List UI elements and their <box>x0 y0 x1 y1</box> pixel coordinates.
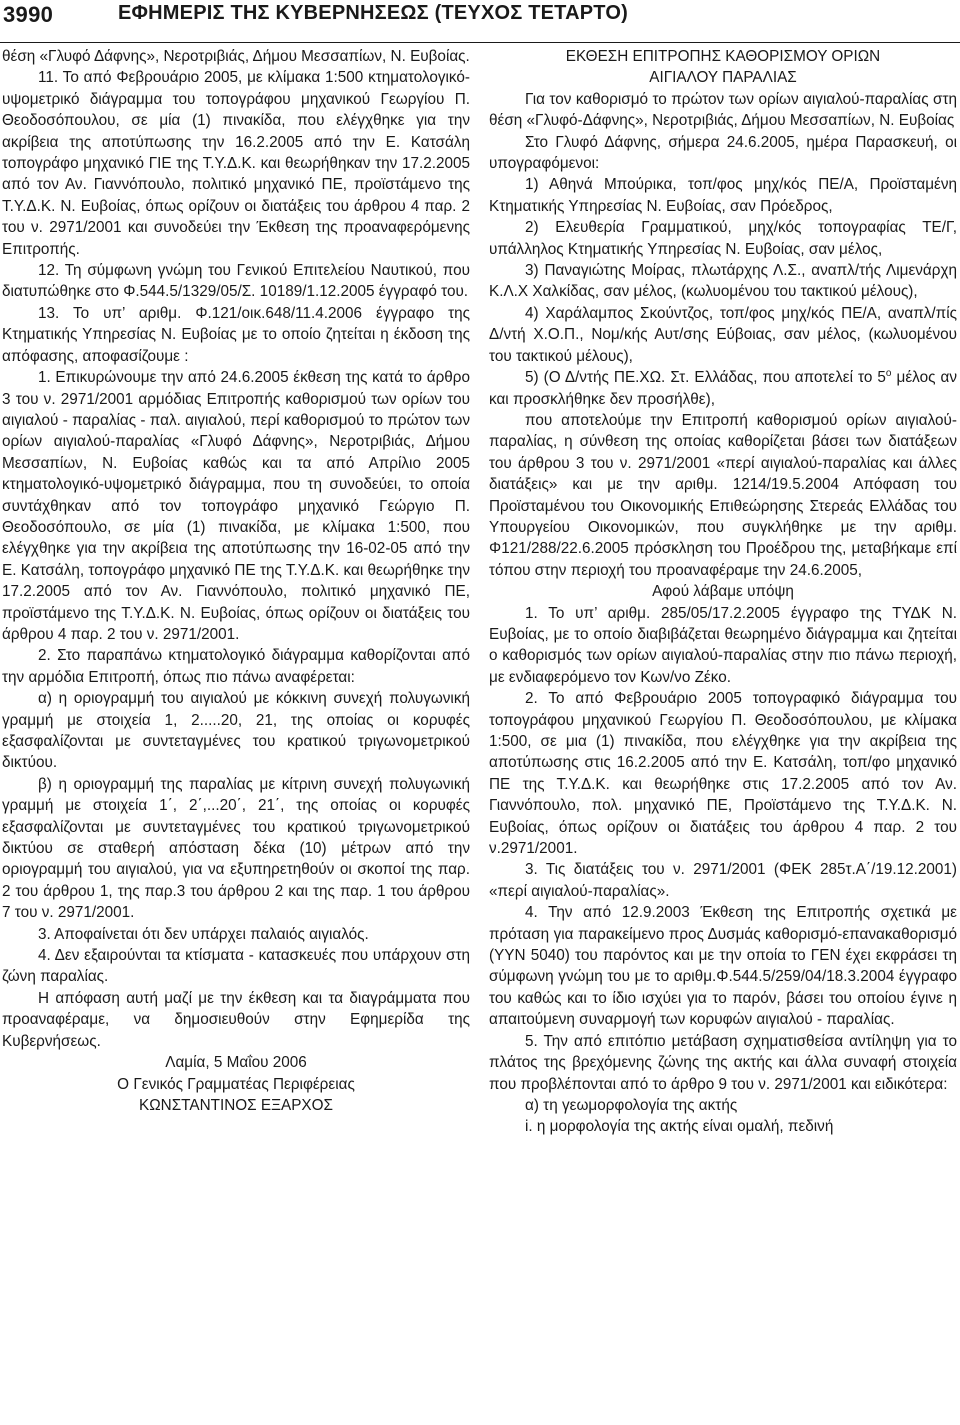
paragraph: 2. Στο παραπάνω κτηματολογικό διάγραμμα καθορίζονται από την αρμόδια Επιτροπή, όπως πιο πάνω αναφέρεται: <box>2 647 470 686</box>
paragraph: που αποτελούμε την Επιτροπή καθορισμού ορίων αιγιαλού-παραλίας, η σύνθεση της οποίας καθορίζεται βάσει των διατάξεων του άρθρου 3 του ν. 2971/2001 «περί αιγιαλού-παραλίας και άλλες διατάξεις» και με την αριθμ. 1214/19.5.2004 Απόφαση του Προϊσταμένου του Οικονομικής Επιθεώρησης Στερεάς Ελλάδας του Υπουργείου Οικονομικών, που συγκλήθηκε με την αριθμ. Φ121/288/22.6.2005 πρόσκληση του Προέδρου της, μεταβήκαμε επί τόπου στην περιοχή του προαναφέραμε την 24.6.2005, <box>489 411 957 579</box>
paragraph: 4. Την από 12.9.2003 Έκθεση της Επιτροπής σχετικά με πρόταση για παρακείμενο προς Δυσμάς καθορισμό-επανακαθορισμό (ΥΥΝ 5040) του παρόντος και με την οποία το ΓΕΝ έχει εκφράσει τη σύμφωνη γνώμη του με το αριθμ.Φ.544.5/259/04/18.3.2004 έγγραφο του καθώς και το ίδιο ισχύει για το παρόν, βάσει του οποίου έγινε η απαιτούμενη συναρμογή των κορυφών αιγιαλού - παραλίας. <box>489 904 957 1029</box>
paragraph: 13. Το υπ’ αριθμ. Φ.121/οικ.648/11.4.2006 έγγραφο της Κτηματικής Υπηρεσίας Ν. Ευβοίας με το οποίο ζητείται η έκδοση της απόφασης, αποφασίζουμε : <box>2 304 470 365</box>
report-body <box>489 89 957 1138</box>
paragraph: Η απόφαση αυτή μαζί με την έκθεση και τα διαγράμματα που προαναφέραμε, να δημοσιευθούν στην Εφημερίδα της Κυβερνήσεως. <box>2 989 470 1050</box>
paragraph: 4. Δεν εξαιρούνται τα κτίσματα - κατασκευές που υπάρχουν στη ζώνη παραλίας. <box>2 947 470 986</box>
paragraph: α) τη γεωμορφολογία της ακτής <box>525 1096 738 1114</box>
paragraph: 3. Αποφαίνεται ότι δεν υπάρχει παλαιός αιγιαλός. <box>38 925 369 943</box>
centered-line: Λαμία, 5 Μαΐου 2006 <box>165 1054 307 1072</box>
paragraph: 12. Τη σύμφωνη γνώμη του Γενικού Επιτελείου Ναυτικού, που διατυπώθηκε στο Φ.544.5/1329/05/Σ. 10189/1.12.2005 έγγραφό του. <box>2 262 470 301</box>
journal-title: ΕΦΗΜΕΡΙΣ ΤΗΣ ΚΥΒΕΡΝΗΣΕΩΣ (ΤΕΥΧΟΣ ΤΕΤΑΡΤΟ) <box>118 2 628 24</box>
paragraph: 1. Το υπ’ αριθμ. 285/05/17.2.2005 έγγραφο της ΤΥΔΚ Ν. Ευβοίας, με το οποίο διαβιβάζεται θεωρημένο διάγραμμα και ζητείται ο καθορισμός των ορίων αιγιαλού-παραλίας στην πιο πάνω περιοχή, με ενδιαφερόμενο τον Κων/νο Ζέκο. <box>489 604 957 686</box>
centered-line: Ο Γενικός Γραμματέας Περιφέρειας <box>117 1075 355 1093</box>
paragraph: Για τον καθορισμό το πρώτον των ορίων αιγιαλού-παραλίας στη θέση «Γλυφό-Δάφνης», Νεροτριβιάς, Δήμου Μεσσαπίων, Ν. Ευβοίας <box>489 90 957 130</box>
paragraph: 11. Το από Φεβρουάριο 2005, με κλίμακα 1:500 κτηματολογικό-υψομετρικό διάγραμμα του τοπογράφου μηχανικού Γεωργίου Π. Θεοδοσόπουλου, σε μία (1) πινακίδα, που ελέγχθηκε για την ακρίβεια της αποτύπωσης την 16.2.2005 από την Ε. Κατσάλη τοπογράφο μηχανικό ΓΙΕ της Τ.Υ.Δ.Κ. και θεωρήθηκαν την 17.2.2005 από τον Αν. Γιαννόπουλο, πολιτικό μηχανικό ΠΕ, προϊστάμενο της Τ.Υ.Δ.Κ. Ν. Ευβοίας, όπως ορίζουν οι διατάξεις του άρθρου 4 παρ. 2 του ν. 2971/2001 και συνοδεύει την Έκθεση της προαναφερόμενης Επιτροπής. <box>2 69 470 258</box>
paragraph: 2. Το από Φεβρουάριο 2005 τοπογραφικό διάγραμμα του τοπογράφου μηχανικού Γεωργίου Π. Θεοδοσόπουλου, με κλίμακα 1:500, σε μια (1) πινακίδα, που ελέγχθηκε για την ακρίβεια της αποτύπωσης στις 16.2.2005 από την Ε. Κατσάλη, τοπ/φο μηχανικό ΠΕ της Τ.Υ.Δ.Κ. και θεωρήθηκε στις 17.2.2005 από τον Αν. Γιαννόπουλο, πολ. μηχανικό ΠΕ, Προϊστάμενο της Τ.Υ.Δ.Κ. Ν. Ευβοίας, όπως ορίζουν οι διατάξεις του άρθρου 4 παρ. 2 του ν.2971/2001. <box>489 690 957 858</box>
right-column <box>489 46 957 1422</box>
paragraph: β) η οριογραμμή της παραλίας με κίτρινη συνεχή πολυγωνική γραμμή με στοιχεία 1΄, 2΄,...20΄, 21΄, της οποίας οι κορυφές εξασφαλίζονται με συντεταγμένες του κρατικού τριγωνομετρικού δικτύου σε σταθερή απόσταση δέκα (10) μέτρων από την οριογραμμή του αιγιαλού, για να εξυπηρετηθούν οι σκοποί της παρ. 2 του άρθρου 1, της παρ.3 του άρθρου 2 και της παρ. 1 του άρθρου 7 του ν. 2971/2001. <box>2 775 470 922</box>
paragraph: 4) Χαράλαμπος Σκούντζος, τοπ/φος μηχ/κός ΠΕ/Α, αναπλ/πίς Δ/ντή Χ.Ο.Π., Νομ/κής Αυτ/σης Εύβοιας, σαν μέλος, (κωλυομένου του τακτικού μέλους), <box>489 304 957 365</box>
left-column <box>2 46 470 1422</box>
paragraph: 3. Τις διατάξεις του ν. 2971/2001 (ΦΕΚ 285τ.Α΄/19.12.2001) «περί αιγιαλού-παραλίας». <box>489 861 957 900</box>
centered-line: ΚΩΝΣΤΑΝΤΙΝΟΣ ΕΞΑΡΧΟΣ <box>139 1096 333 1114</box>
paragraph: Στο Γλυφό Δάφνης, σήμερα 24.6.2005, ημέρα Παρασκευή, οι υπογραφόμενοι: <box>489 133 957 173</box>
paragraph: 1) Αθηνά Μπούρικα, τοπ/φος μηχ/κός ΠΕ/Α, Προϊσταμένη Κτηματικής Υπηρεσίας Ν. Ευβοίας, σαν Πρόεδρος, <box>489 176 957 215</box>
paragraph: 1. Επικυρώνουμε την από 24.6.2005 έκθεση της κατά το άρθρο 3 του ν. 2971/2001 αρμόδιας Επιτροπής καθορισμού των ορίων του αιγιαλού - παραλίας - παλ. αιγιαλού, περί καθορισμού το πρώτον των ορίων αιγιαλού-παραλίας «Γλυφό Δάφνης», Νεροτριβιάς, Δήμου Μεσσαπίων, Ν. Ευβοίας καθώς και τα από Απρίλιο 2005 κτηματολογικό-υψομετρικό διάγραμμα, που τη συνοδεύει, το οποία συντάχθηκαν από τον τοπογράφο μηχανικό Γεώργιο Π. Θεοδοσόπουλο, σε μία (1) πινακίδα, με κλίμακα 1:500, που ελέγχθηκε για την ακρίβεια της αποτύπωσης την 16-02-05 από την Ε. Κατσάλη, τοπογράφο μηχανικό ΠΕ της Τ.Υ.Δ.Κ. και θεωρήθηκε την 17.2.2005 από τον Αν. Γιαννόπουλο, πολιτικό μηχανικό ΠΕ, προϊστάμενο της Τ.Υ.Δ.Κ. Ν. Ευβοίας, όπως ορίζουν οι διατάξεις του άρθρου 4 παρ. 2 του ν. 2971/2001. <box>2 369 470 643</box>
paragraph: 5. Την από επιτόπιο μετάβαση σχηματισθείσα αντίληψη για το πλάτος της βρεχόμενης ζώνης της ακτής και άλλα συναφή στοιχεία που προβλέπονται από το άρθρο 9 του ν. 2971/2001 και ειδικότερα: <box>489 1032 957 1093</box>
paragraph: α) η οριογραμμή του αιγιαλού με κόκκινη συνεχή πολυγωνική γραμμή με στοιχεία 1, 2.....20, 21, της οποίας οι κορυφές εξασφαλίζονται με συντεταγμένες του κρατικού τριγωνομετρικού δικτύου. <box>2 690 470 772</box>
page-number: 3990 <box>3 2 54 27</box>
centered-line: Αφού λάβαμε υπόψη <box>652 583 794 601</box>
report-heading <box>489 46 957 89</box>
report-title-line: ΕΚΘΕΣΗ ΕΠΙΤΡΟΠΗΣ ΚΑΘΟΡΙΣΜΟΥ ΟΡΙΩΝ <box>565 48 881 65</box>
report-title-line: ΑΙΓΙΑΛΟΥ ΠΑΡΑΛΙΑΣ <box>649 69 797 87</box>
paragraph: 5) (Ο Δ/ντής ΠΕ.ΧΩ. Στ. Ελλάδας, που αποτελεί το $5^o$ μέλος αν και προσκλήθηκε δεν προσήλθε), <box>489 368 957 408</box>
paragraph: 2) Ελευθερία Γραμματικού, μηχ/κός τοπογραφίας ΤΕ/Γ, υπάλληλος Κτηματικής Υπηρεσίας Ν. Ευβοίας, σαν μέλος, <box>489 219 957 258</box>
paragraph: 3) Παναγιώτης Μοίρας, πλωτάρχης Λ.Σ., αναπλ/τής Λιμενάρχη Κ.Λ.Χ Χαλκίδας, σαν μέλος, (κωλυομένου του τακτικού μέλους), <box>489 262 957 301</box>
page-header <box>0 0 960 43</box>
paragraph: i. η μορφολογία της ακτής είναι ομαλή, πεδινή <box>525 1118 834 1136</box>
paragraph: θέση «Γλυφό Δάφνης», Νεροτριβιάς, Δήμου Μεσσαπίων, Ν. Ευβοίας. <box>2 48 470 65</box>
